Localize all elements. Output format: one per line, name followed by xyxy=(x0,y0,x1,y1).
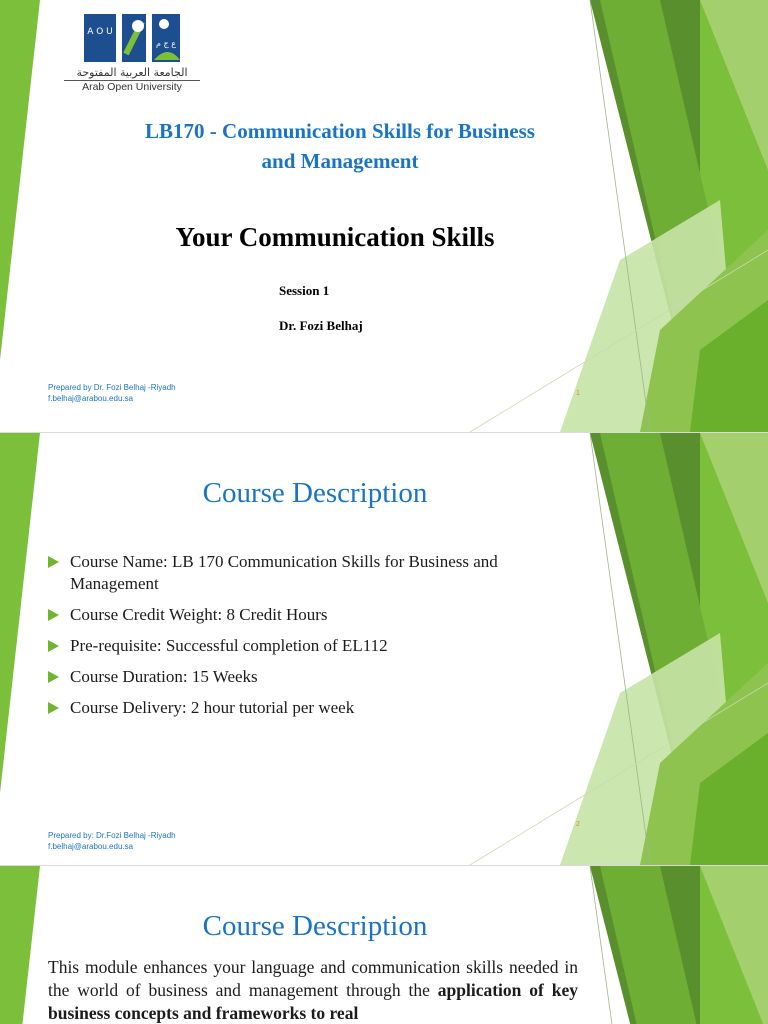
list-item: Course Credit Weight: 8 Credit Hours xyxy=(48,604,568,626)
slide-heading: Course Description xyxy=(202,477,428,509)
bullet-arrow-icon xyxy=(48,556,59,568)
logo-arabic-name: الجامعة العربية المفتوحة xyxy=(76,66,188,79)
course-title-line-1: LB170 - Communication Skills for Business xyxy=(145,119,535,143)
emphasized-text: application of key business concepts and frameworks to real xyxy=(48,980,578,1023)
list-item: Course Delivery: 2 hour tutorial per week xyxy=(48,697,568,719)
course-title-line-2: and Management xyxy=(261,149,419,173)
bullet-arrow-icon xyxy=(48,640,59,652)
bullet-arrow-icon xyxy=(48,671,59,683)
slide-heading: Course Description xyxy=(202,910,428,942)
list-item: Course Name: LB 170 Communication Skills for Business and Management xyxy=(48,551,568,595)
page-number: 2 xyxy=(576,821,580,828)
footer-email: f.belhaj@arabou.edu.sa xyxy=(48,842,134,851)
footer-email: f.belhaj@arabou.edu.sa xyxy=(48,394,134,403)
footer-author: Prepared by: Dr.Fozi Belhaj -Riyadh xyxy=(48,831,176,840)
svg-text:ع ج م: ع ج م xyxy=(156,39,176,48)
presenter-name: Dr. Fozi Belhaj xyxy=(279,318,363,333)
footer xyxy=(48,382,176,404)
logo-english-name: Arab Open University xyxy=(64,80,200,93)
page-number: 1 xyxy=(576,390,580,397)
course-details-list xyxy=(48,551,568,728)
svg-text:A O U: A O U xyxy=(87,27,113,37)
list-item: Course Duration: 15 Weeks xyxy=(48,666,568,688)
footer xyxy=(48,830,176,852)
main-title: Your Communication Skills xyxy=(175,222,495,252)
list-item: Pre-requisite: Successful completion of EL112 xyxy=(48,635,568,657)
footer-author: Prepared by Dr. Fozi Belhaj -Riyadh xyxy=(48,383,176,392)
bullet-arrow-icon xyxy=(48,609,59,621)
course-title xyxy=(70,116,610,176)
description-paragraph: This module enhances your language and communication skills needed in the world of business and management through the application of key business concepts and frameworks to real xyxy=(48,957,578,1023)
slide-1 xyxy=(0,0,768,432)
slide-3 xyxy=(0,866,768,1024)
slide-2 xyxy=(0,433,768,865)
session-label: Session 1 xyxy=(279,283,330,298)
bullet-arrow-icon xyxy=(48,702,59,714)
